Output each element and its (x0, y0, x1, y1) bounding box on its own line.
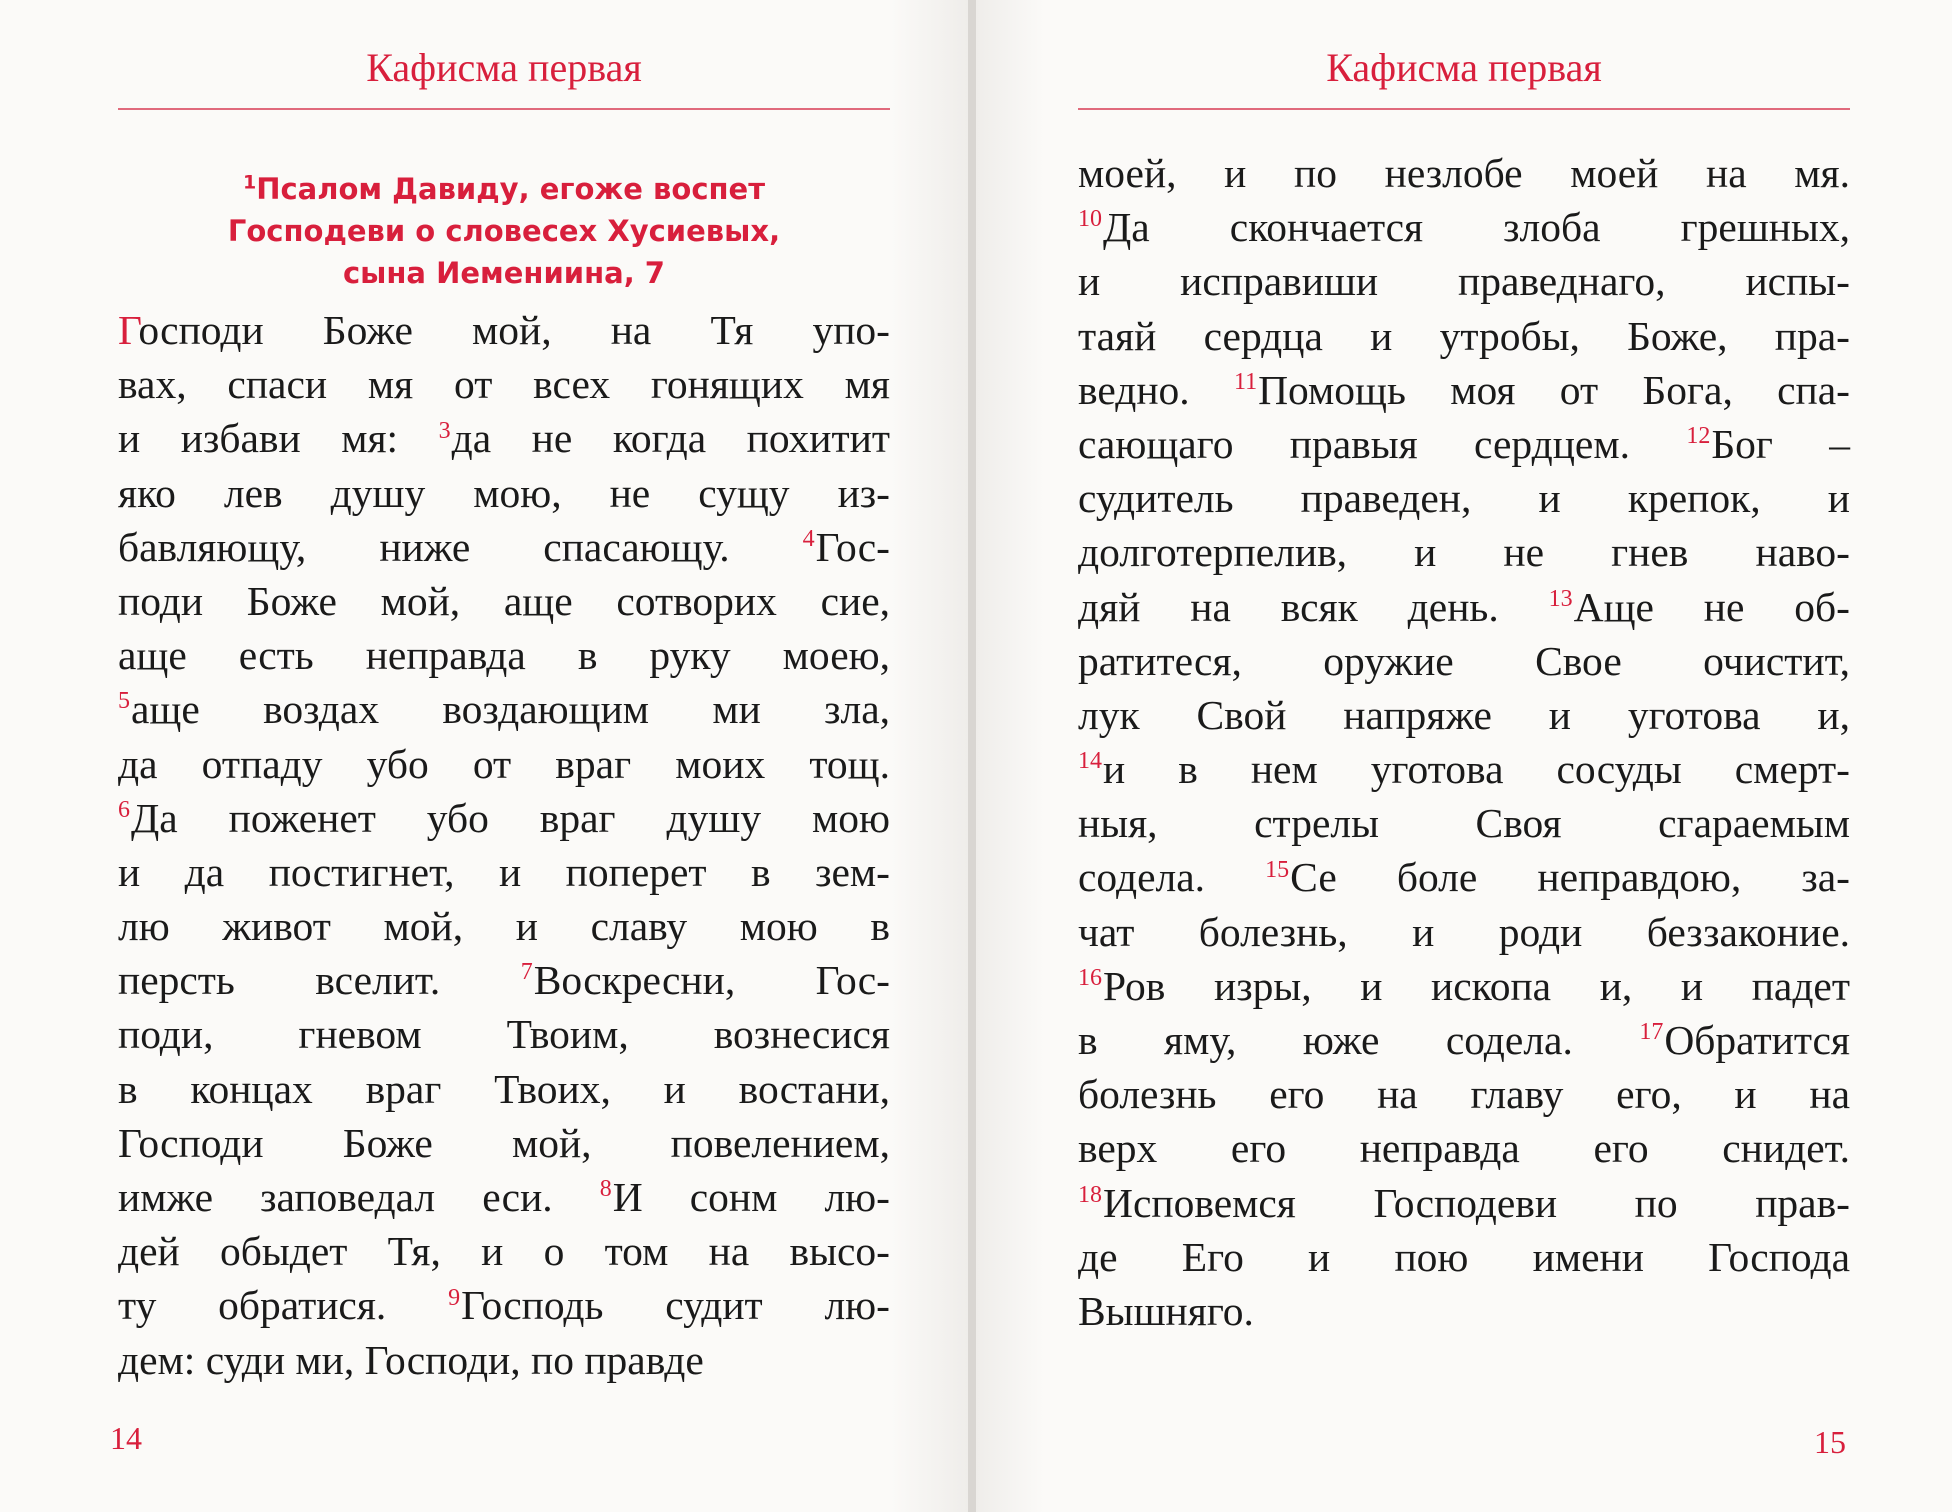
verse-text: поди, гневом Твоим, вознесися (118, 1011, 890, 1058)
verse-text: Господи Боже мой, повелением, (118, 1119, 890, 1166)
verse-text: Се боле неправдою, за- (1290, 854, 1851, 901)
text-line (1078, 1013, 1850, 1067)
page-number: 14 (110, 1420, 142, 1456)
verse-text: лю живот мой, и славу мою в (118, 903, 890, 950)
verse-text: Ров изры, и ископа и, и падет (1103, 962, 1850, 1009)
text-line (118, 466, 890, 520)
page-number: 15 (1814, 1424, 1846, 1460)
text-line (118, 628, 890, 682)
verse-number: 1 (242, 171, 257, 194)
text-line (1078, 796, 1850, 850)
verse-text: содела. (1078, 854, 1266, 901)
text-line (1078, 146, 1850, 200)
verse-text: и избави мя: (118, 415, 439, 462)
text-line (1078, 634, 1850, 688)
header-rule (118, 108, 890, 110)
verse-text: да отпаду убо от враг моих тощ. (118, 740, 890, 787)
psalm-heading-line: Господеви о словесех Хусиевых, (227, 214, 781, 248)
psalm-text (118, 303, 890, 1387)
verse-text: дем: суди ми, Господи, по правде (118, 1336, 704, 1383)
verse-number: 4 (802, 525, 815, 552)
psalm-heading-text: Псалом Давиду, егоже воспет (256, 172, 766, 206)
verse-number: 8 (599, 1176, 612, 1203)
verse-text: ныя, стрелы Своя сгараемым (1078, 800, 1850, 847)
text-line (1078, 525, 1850, 579)
text-line (1078, 1067, 1850, 1121)
verse-text: и да постигнет, и поперет в зем- (118, 848, 890, 895)
verse-number: 17 (1639, 1019, 1664, 1046)
verse-number: 16 (1078, 964, 1102, 991)
verse-number: 12 (1686, 423, 1711, 450)
text-line (118, 1116, 890, 1170)
verse-text: аще есть неправда в руку моею, (118, 632, 890, 679)
verse-text: Обратится (1664, 1017, 1850, 1063)
verse-text: ту обратися. (118, 1282, 449, 1329)
text-line (118, 953, 890, 1007)
text-line (1078, 200, 1850, 254)
verse-text: в концах враг Твоих, и востани, (118, 1065, 890, 1112)
verse-text: персть вселит. (118, 957, 521, 1004)
verse-number: 10 (1078, 206, 1102, 233)
psalm-heading-line (118, 168, 890, 210)
text-line (118, 737, 890, 791)
text-line (118, 303, 890, 357)
verse-text: лук Свой напряже и уготова и, (1078, 691, 1850, 738)
text-line (118, 574, 890, 628)
verse-text: и исправиши праведнаго, испы- (1078, 258, 1850, 305)
verse-number: 7 (520, 959, 533, 986)
verse-text: И сонм лю- (612, 1174, 890, 1220)
text-line (118, 357, 890, 411)
verse-text: Да поженет убо враг душу мою (131, 794, 890, 841)
right-page (976, 0, 1952, 1512)
text-line (1078, 363, 1850, 417)
verse-text: поди Боже мой, аще сотворих сие, (118, 577, 890, 624)
verse-text: аще воздах воздающим ми зла, (131, 686, 890, 733)
left-page (0, 0, 968, 1512)
verse-number: 14 (1078, 748, 1102, 775)
verse-text: судитель праведен, и крепок, и (1078, 475, 1850, 522)
book-gutter (968, 0, 976, 1512)
text-line (118, 682, 890, 736)
text-line (118, 1170, 890, 1224)
verse-text: в яму, юже содела. (1078, 1017, 1640, 1063)
initial-letter: Г (118, 307, 139, 353)
verse-text: ведно. (1078, 366, 1234, 413)
verse-text: Вышняго. (1078, 1287, 1254, 1334)
text-line (1078, 1284, 1850, 1338)
verse-text: таяй сердца и утробы, Боже, пра- (1078, 312, 1850, 359)
running-head: Кафисма первая (1326, 45, 1602, 90)
text-line (118, 845, 890, 899)
text-line (1078, 1230, 1850, 1284)
text-line (1078, 471, 1850, 525)
verse-text: Бог – (1711, 420, 1850, 467)
text-line (118, 791, 890, 845)
verse-text: имже заповедал еси. (118, 1174, 600, 1220)
verse-text: да не когда похитит (451, 415, 891, 462)
text-line (1078, 905, 1850, 959)
verse-number: 11 (1233, 368, 1258, 395)
verse-number: 9 (448, 1284, 461, 1311)
verse-text: дей обыдет Тя, и о том на высо- (118, 1228, 890, 1275)
verse-text: Господь судит лю- (461, 1282, 891, 1329)
verse-text: болезнь его на главу его, и на (1078, 1071, 1850, 1118)
text-line (1078, 742, 1850, 796)
text-line (118, 1278, 890, 1332)
text-line (118, 520, 890, 574)
verse-text: ратитеся, оружие Свое очистит, (1078, 637, 1850, 684)
text-line (1078, 309, 1850, 363)
verse-text: верх его неправда его снидет. (1078, 1125, 1850, 1172)
verse-text: Да скончается злоба грешных, (1103, 204, 1850, 251)
text-line (118, 411, 890, 465)
verse-text: дяй на всяк день. (1078, 583, 1549, 630)
text-line (118, 1333, 890, 1387)
verse-text: сающаго правыя сердцем. (1078, 420, 1687, 467)
verse-text: чат болезнь, и роди беззаконие. (1078, 908, 1850, 955)
verse-text: Воскресни, Гос- (533, 957, 890, 1004)
text-line (1078, 580, 1850, 634)
verse-text: моей, и по незлобе моей на мя. (1078, 150, 1850, 196)
verse-text: и в нем уготова сосуды смерт- (1103, 746, 1850, 793)
text-line (118, 1224, 890, 1278)
verse-text: Гос- (815, 523, 890, 570)
running-head: Кафисма первая (366, 45, 642, 90)
verse-text: бавляющу, ниже спасающу. (118, 523, 803, 570)
verse-number: 6 (118, 796, 130, 823)
text-line (1078, 850, 1850, 904)
psalm-heading-line: сына Иемениина, 7 (342, 256, 665, 290)
verse-text: долготерпелив, и не гнев наво- (1078, 529, 1850, 576)
verse-number: 3 (438, 417, 451, 444)
verse-number: 13 (1548, 585, 1573, 612)
verse-text: Аще не об- (1573, 583, 1850, 630)
verse-text: Исповемся Господеви по прав- (1103, 1179, 1850, 1226)
header-rule (1078, 108, 1850, 110)
text-line (1078, 688, 1850, 742)
psalm-text (1078, 146, 1850, 1338)
text-line (1078, 959, 1850, 1013)
text-line (118, 899, 890, 953)
verse-text: Помощь моя от Бога, спа- (1258, 366, 1850, 413)
text-line (1078, 254, 1850, 308)
text-line (1078, 1121, 1850, 1175)
verse-text: яко лев душу мою, не сущу из- (118, 469, 890, 516)
verse-number: 18 (1078, 1181, 1102, 1208)
text-line (1078, 1176, 1850, 1230)
verse-number: 5 (118, 688, 130, 715)
verse-number: 15 (1265, 856, 1290, 883)
text-line (1078, 417, 1850, 471)
text-line (118, 1062, 890, 1116)
psalm-heading (118, 168, 890, 294)
text-line (118, 1007, 890, 1061)
verse-text: вах, спаси мя от всех гонящих мя (118, 361, 890, 408)
verse-text: де Его и пою имени Господа (1078, 1233, 1850, 1280)
verse-text: осподи Боже мой, на Тя упо- (138, 307, 890, 353)
